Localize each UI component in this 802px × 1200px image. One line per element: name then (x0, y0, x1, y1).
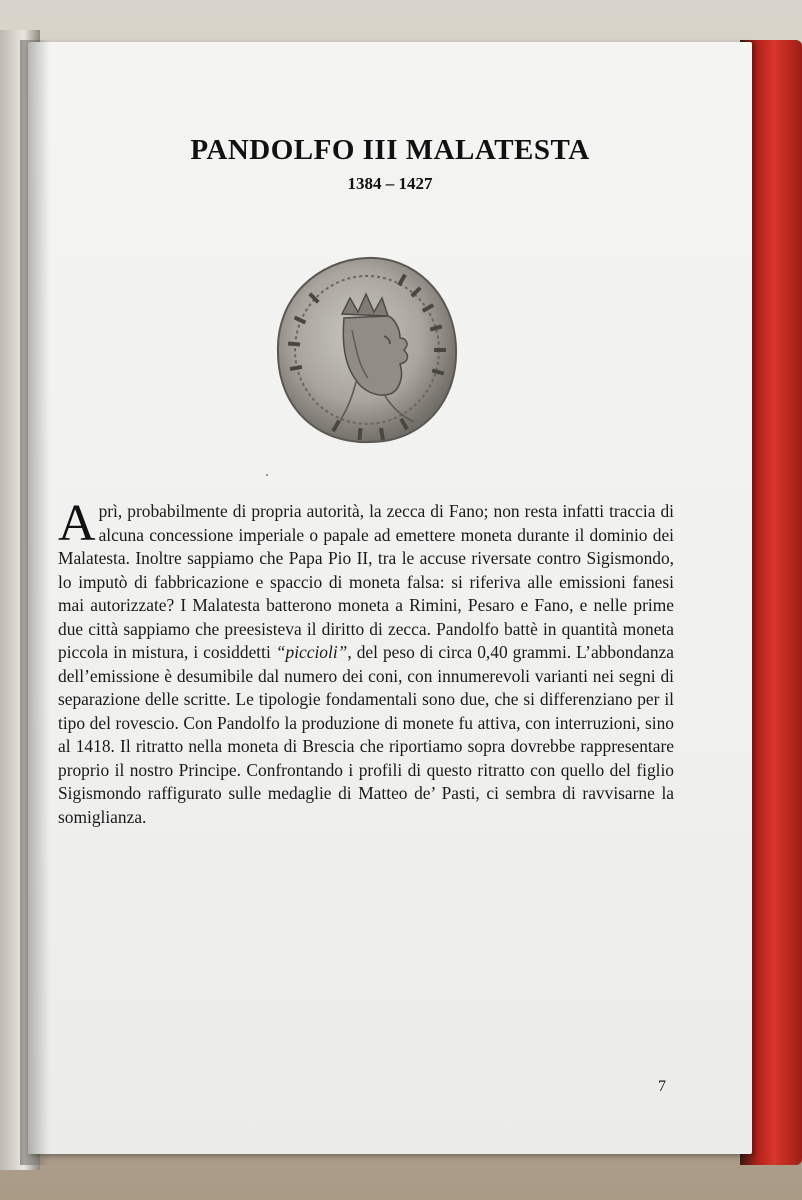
life-dates: 1384 – 1427 (347, 174, 433, 193)
page-number: 7 (658, 1078, 666, 1095)
body-italic-term: “piccioli” (275, 642, 348, 662)
body-paragraph (58, 495, 675, 829)
body-text-part-1: prì, probabilmente di propria autorità, la zecca di Fano; non resta infatti traccia di alcuna concessione imperiale o papale ad emettere moneta durante il dominio dei Malatesta. Inoltre sappiamo che Papa Pio II, tra le accuse riversate contro Sigismondo, lo imputò di fabbricazione e spaccio di moneta falsa: si riferiva alle emissioni fanesi mai autorizzate? I Malatesta batterono moneta a Rimini, Pesaro e Fano, e nelle prime due città sappiamo che preesisteva il diritto di zecca. Pandolfo battè in quantità moneta piccola in mistura, i cosiddetti (58, 501, 674, 662)
coin-portrait-icon (272, 252, 462, 448)
book-page (28, 42, 752, 1154)
paper-speck (266, 474, 268, 476)
drop-cap: A (58, 495, 96, 552)
page-title: PANDOLFO III MALATESTA (190, 134, 590, 166)
body-text-part-2: , del peso di circa 0,40 grammi. L’abbondanza dell’emissione è desumibile dal numero dei coni, con innumerevoli varianti nei segni di separazione delle scritte. Le tipologie fondamentali sono due, che si differenziano per il tipo del rovescio. Con Pandolfo la produzione di monete fu attiva, con interruzioni, sino al 1418. Il ritratto nella moneta di Brescia che riportiamo sopra dovrebbe rappresentare proprio il nostro Principe. Confrontando i profili di questo ritratto con quello del figlio Sigismondo raffigurato sulle medaglie di Matteo de’ Pasti, ci sembra di ravvisarne la somiglianza. (58, 642, 675, 827)
spine-shadow (20, 40, 50, 1165)
